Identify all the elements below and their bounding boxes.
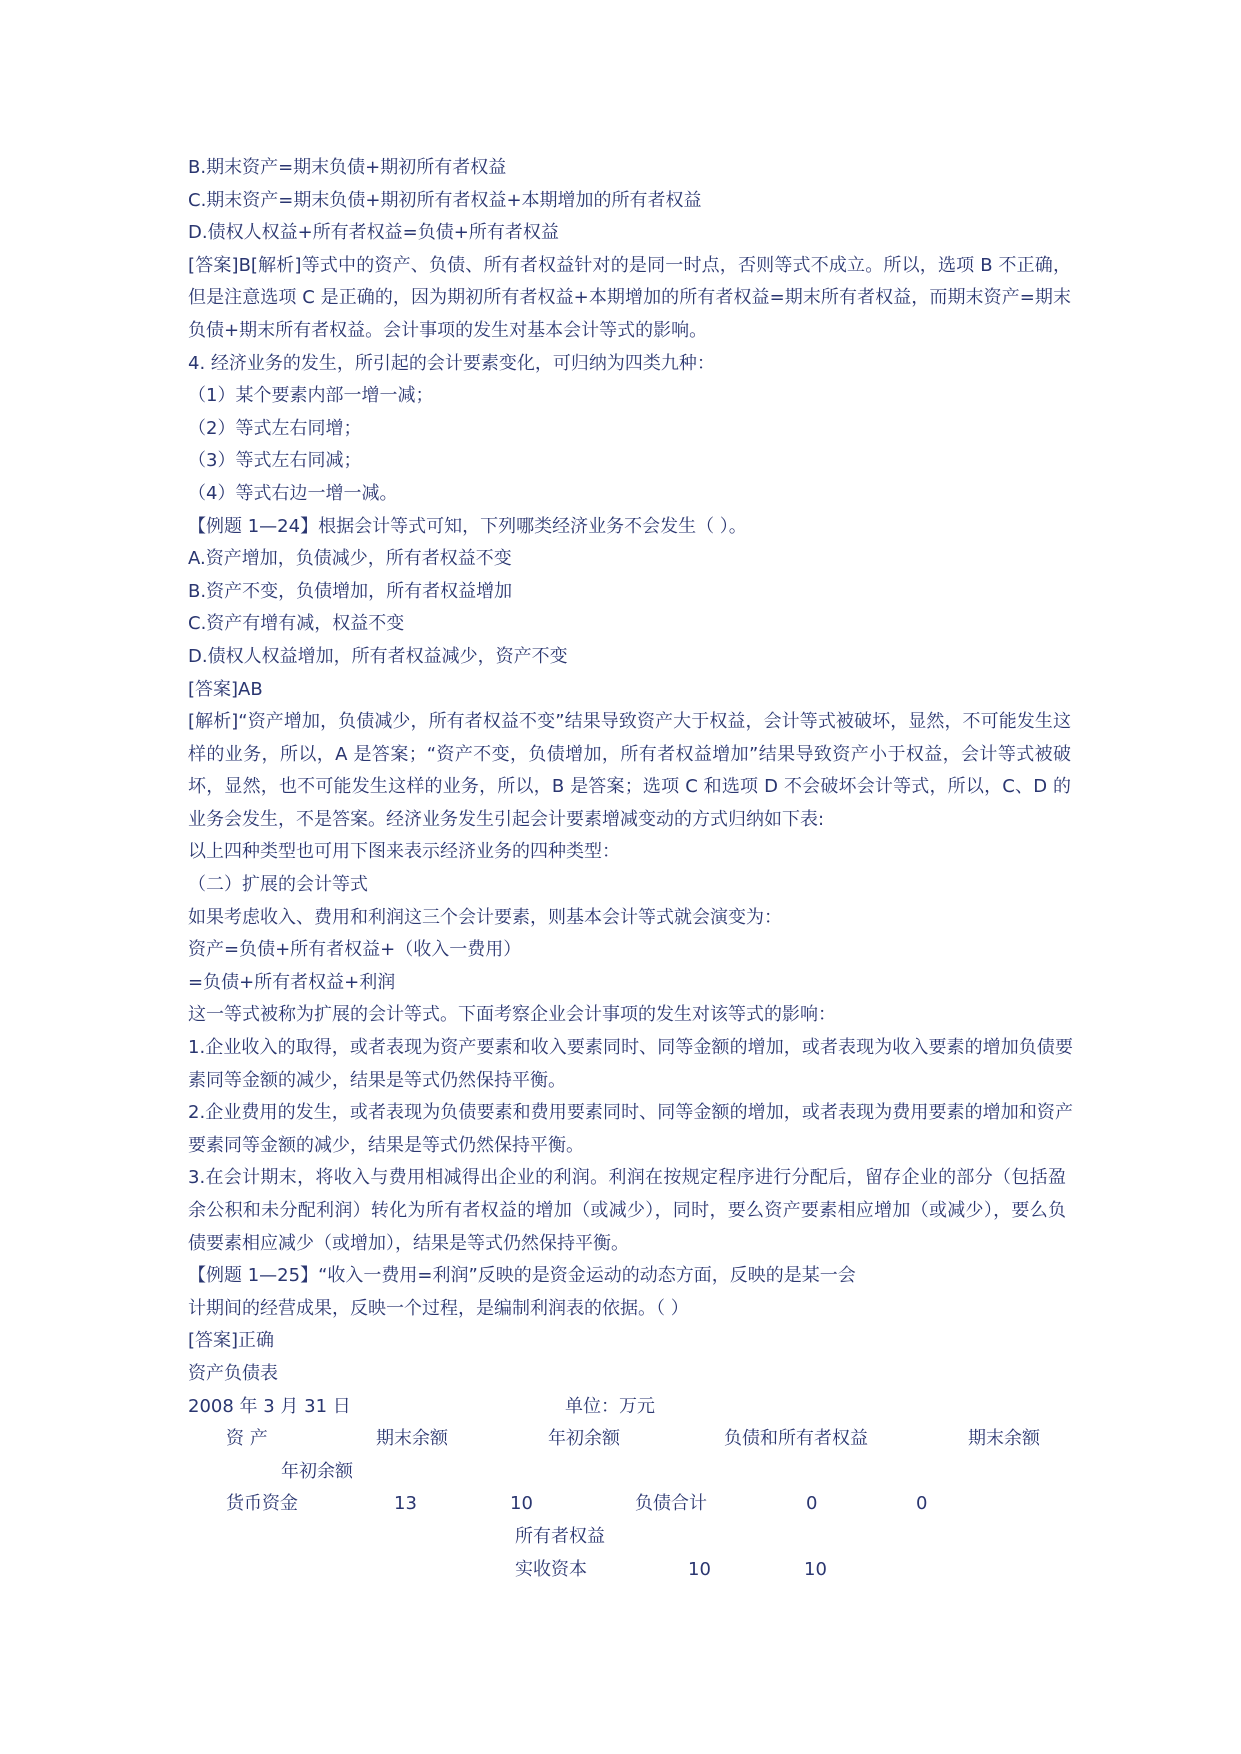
example-25-line-2: 计期间的经营成果，反映一个过程，是编制利润表的依据。（ ）: [188, 1297, 689, 1319]
sub-item-2: （2）等式左右同增；: [188, 417, 362, 439]
table-header-row-wrap: [188, 1456, 1068, 1489]
option-b-line: B.期末资产=期末负债+期初所有者权益: [188, 157, 507, 178]
table-unit: 单位：万元: [565, 1395, 655, 1417]
extended-equation-intro: 这一等式被称为扩展的会计等式。下面考察企业会计事项的发生对该等式的影响：: [188, 1004, 836, 1026]
item-4-line: 4. 经济业务的发生，所引起的会计要素变化，可归纳为四类九种：: [188, 352, 715, 374]
example-25-line-1: 【例题 1—25】“收入一费用=利润”反映的是资金运动的动态方面，反映的是某一会: [188, 1265, 856, 1287]
cell-capital-end: 10: [688, 1558, 711, 1580]
cell-capital-begin: 10: [804, 1558, 827, 1580]
answer-line-2: [答案]AB: [188, 678, 263, 700]
point-3-paragraph: 3.在会计期末，将收入与费用相减得出企业的利润。利润在按规定程序进行分配后，留存企业的部分（包括盈余公积和未分配利润）转化为所有者权益的增加（或减少），同时，要么资产要素相应增加（或减少），要么负债要素相应减少（或增加），结果是等式仍然保持平衡。: [188, 1167, 1066, 1254]
cell-cash-begin: 10: [510, 1493, 533, 1515]
header-end-balance-2: 期末余额: [968, 1428, 1040, 1450]
sub-item-3: （3）等式左右同减；: [188, 450, 362, 472]
table-header-row: [188, 1423, 1068, 1456]
answer-paragraph-1: [答案]B[解析]等式中的资产、负债、所有者权益针对的是同一时点，否则等式不成立。所以，选项 B 不正确，但是注意选项 C 是正确的，因为期初所有者权益+本期增加的所有者权益=期末所有者权益，而期末资产=期末负债+期末所有者权益。会计事项的发生对基本会计等式的影响。: [188, 254, 1071, 341]
sub-item-4: （4）等式右边一增一减。: [188, 482, 398, 504]
equation-line-2: =负债+所有者权益+利润: [188, 971, 396, 993]
point-2-paragraph: 2.企业费用的发生，或者表现为负债要素和费用要素同时、同等金额的增加，或者表现为费用要素的增加和资产要素同等金额的减少，结果是等式仍然保持平衡。: [188, 1102, 1073, 1156]
cell-liab-total: 负债合计: [635, 1493, 707, 1515]
document-page: [188, 152, 1073, 1586]
cell-liab-end: 0: [806, 1493, 818, 1515]
header-asset: 资 产: [226, 1428, 268, 1450]
table-row-equity: [188, 1521, 1068, 1554]
table-row-capital: [188, 1554, 1068, 1587]
table-date-row: [188, 1391, 1068, 1424]
section-heading-2: （二）扩展的会计等式: [188, 874, 368, 896]
option-c-line: C.期末资产=期末负债+期初所有者权益+本期增加的所有者权益: [188, 189, 702, 211]
table-date: 2008 年 3 月 31 日: [188, 1395, 351, 1417]
table-title: 资产负债表: [188, 1362, 278, 1384]
header-liab-equity: 负债和所有者权益: [724, 1428, 868, 1450]
cell-cash-end: 13: [394, 1493, 417, 1515]
table-row-cash: [188, 1488, 1068, 1521]
point-1-paragraph: 1.企业收入的取得，或者表现为资产要素和收入要素同时、同等金额的增加，或者表现为收入要素的增加负债要素同等金额的减少，结果是等式仍然保持平衡。: [188, 1037, 1073, 1091]
example-24-option-d: D.债权人权益增加，所有者权益减少，资产不变: [188, 645, 568, 667]
equation-line-1: 资产=负债+所有者权益+（收入一费用）: [188, 939, 522, 961]
header-end-balance: 期末余额: [376, 1428, 448, 1450]
intro-line: 如果考虑收入、费用和利润这三个会计要素，则基本会计等式就会演变为：: [188, 906, 782, 928]
four-types-line: 以上四种类型也可用下图来表示经济业务的四种类型：: [188, 841, 620, 863]
cell-equity-label: 所有者权益: [515, 1525, 605, 1547]
option-d-line: D.债权人权益+所有者权益=负债+所有者权益: [188, 222, 559, 244]
example-24-question: 【例题 1—24】根据会计等式可知，下列哪类经济业务不会发生（ ）。: [188, 515, 747, 537]
cell-cash-item: 货币资金: [226, 1493, 298, 1515]
example-24-option-c: C.资产有增有减，权益不变: [188, 613, 405, 635]
cell-liab-begin: 0: [916, 1493, 928, 1515]
sub-item-1: （1）某个要素内部一增一减；: [188, 385, 434, 407]
cell-capital-label: 实收资本: [515, 1558, 587, 1580]
example-24-option-a: A.资产增加，负债减少，所有者权益不变: [188, 548, 512, 570]
analysis-paragraph-2: [解析]“资产增加，负债减少，所有者权益不变”结果导致资产大于权益，会计等式被破坏，显然，不可能发生这样的业务，所以，A 是答案；“资产不变，负债增加，所有者权益增加”结果导致资产小于权益，会计等式被破坏，显然，也不可能发生这样的业务，所以，B 是答案；选项 C 和选项 D 不会破坏会计等式，所以，C、D 的业务会发生，不是答案。经济业务发生引起会计要素增减变动的方式归纳如下表:: [188, 711, 1071, 830]
header-begin-balance-2: 年初余额: [281, 1460, 353, 1482]
answer-line-3: [答案]正确: [188, 1330, 275, 1352]
header-begin-balance: 年初余额: [548, 1428, 620, 1450]
example-24-option-b: B.资产不变，负债增加，所有者权益增加: [188, 580, 513, 602]
